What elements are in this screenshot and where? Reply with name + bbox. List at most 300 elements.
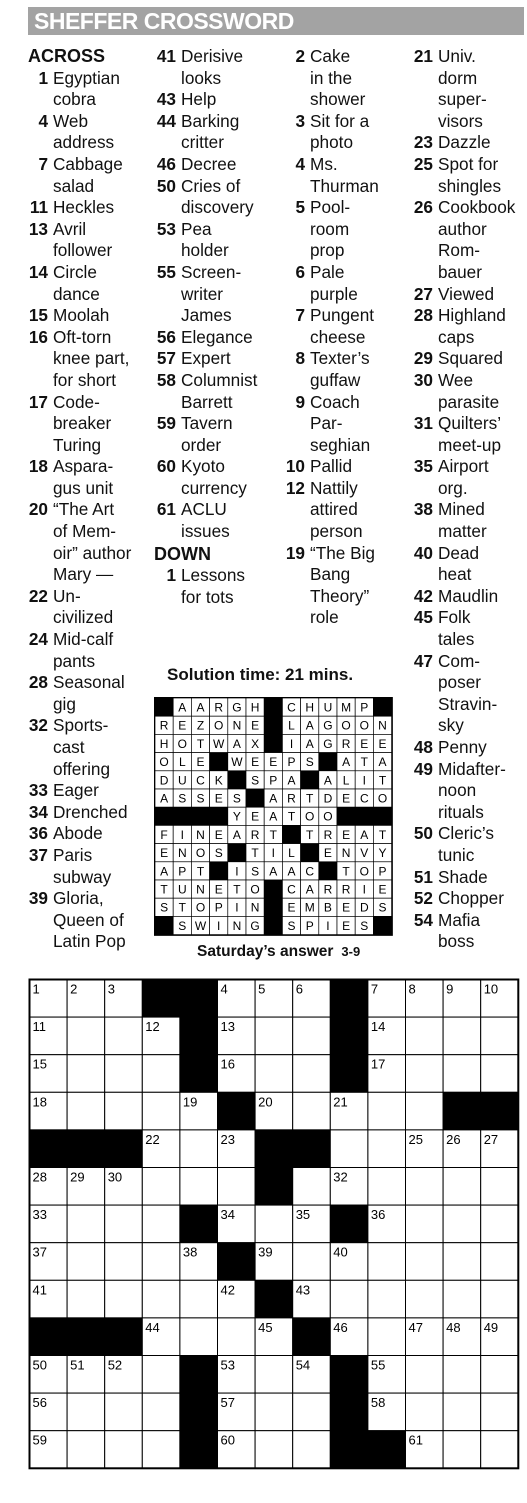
clue-number: 10 (285, 456, 305, 477)
black-square (368, 1431, 406, 1469)
grid-cell[interactable] (293, 1017, 331, 1055)
clue-number: 32 (28, 715, 48, 736)
solution-letter: E (360, 736, 369, 751)
clue-text: Un- civilized (53, 585, 114, 628)
clue-text: Wee parasite (438, 369, 500, 412)
cell-number: 55 (370, 1357, 386, 1373)
clue-across-32 (28, 715, 156, 780)
grid-cell[interactable] (481, 1168, 519, 1206)
cell-number: 42 (220, 1282, 235, 1298)
black-square (330, 980, 368, 1018)
solution-letter: R (250, 827, 260, 842)
solution-letter: T (378, 827, 387, 842)
grid-cell[interactable] (368, 1092, 406, 1130)
solution-letter: I (362, 882, 366, 897)
clue-number: 6 (295, 261, 305, 282)
cell-number: 5 (258, 981, 266, 997)
grid-cell[interactable] (368, 1280, 406, 1318)
across-heading: ACROSS (28, 46, 106, 66)
cell-number: 49 (483, 1319, 499, 1335)
solution-letter: E (214, 882, 223, 897)
solution-letter: E (342, 900, 351, 915)
solution-letter: A (232, 736, 241, 751)
clue-number: 45 (413, 607, 433, 628)
solution-letter: S (178, 918, 187, 933)
solution-letter: A (360, 827, 369, 842)
clue-text: Code- breaker Turing (53, 391, 112, 455)
clue-down-6 (285, 262, 409, 305)
clue-down-3 (285, 111, 409, 154)
solution-letter: G (323, 718, 333, 733)
solution-letter: A (305, 882, 314, 897)
solution-letter: E (196, 755, 205, 770)
grid-cell[interactable] (105, 1393, 143, 1431)
grid-cell[interactable] (105, 1243, 143, 1281)
clue-number: 4 (295, 153, 305, 174)
grid-cell[interactable] (105, 1092, 143, 1130)
cell-number: 1 (32, 981, 40, 997)
down-heading: DOWN (154, 543, 211, 564)
grid-cell[interactable] (406, 1055, 444, 1093)
clue-text: Oft-torn knee part, for short (53, 326, 130, 390)
cell-number: 56 (32, 1395, 47, 1411)
grid-cell[interactable] (105, 1280, 143, 1318)
grid-cell[interactable] (142, 1393, 180, 1431)
solution-black-square (264, 880, 282, 898)
clue-across-55 (154, 262, 284, 327)
black-square (180, 1055, 218, 1093)
clue-number: 59 (156, 413, 176, 434)
grid-cell[interactable] (443, 1168, 481, 1206)
grid-cell[interactable] (67, 1017, 105, 1055)
solution-letter: O (305, 809, 315, 824)
clue-across-11 (28, 197, 156, 219)
cell-number: 17 (370, 1056, 386, 1072)
clue-across-22 (28, 586, 156, 629)
solution-letter: U (323, 700, 333, 715)
clue-text: Dead heat (438, 542, 480, 585)
grid-cell[interactable] (443, 1431, 481, 1469)
solution-letter: G (250, 918, 260, 933)
solution-black-square (373, 916, 391, 934)
solution-letter: N (378, 718, 387, 733)
cell-number: 29 (70, 1169, 85, 1185)
grid-cell[interactable] (481, 1393, 519, 1431)
grid-cell[interactable] (255, 1356, 293, 1394)
solution-letter: C (287, 700, 296, 715)
clue-down-25 (408, 154, 527, 197)
solution-letter: O (359, 718, 369, 733)
grid-cell[interactable] (255, 1393, 293, 1431)
grid-cell[interactable] (406, 1356, 444, 1394)
clue-across-60 (154, 456, 284, 499)
grid-cell[interactable] (481, 1205, 519, 1243)
cell-number: 30 (107, 1169, 123, 1185)
solution-letter: X (251, 736, 260, 751)
clue-text: Pool- room prop (310, 197, 351, 261)
solution-letter: I (235, 900, 239, 915)
solution-letter: T (178, 900, 186, 915)
grid-cell[interactable] (255, 1055, 293, 1093)
cell-number: 39 (258, 1244, 273, 1260)
clue-number: 33 (28, 780, 48, 801)
solution-letter: E (378, 736, 387, 751)
puzzle-header (28, 7, 524, 35)
solution-letter: I (326, 918, 330, 933)
grid-cell[interactable] (330, 1280, 368, 1318)
cell-number: 46 (333, 1319, 348, 1335)
answer-date: 3-9 (341, 944, 361, 959)
grid-cell[interactable] (293, 1168, 331, 1206)
clue-text: Pea holder (181, 218, 229, 261)
black-square (218, 1243, 256, 1281)
puzzle-title: SHEFFER CROSSWORD (34, 8, 294, 34)
clue-down-40 (408, 543, 527, 586)
grid-cell[interactable] (406, 1017, 444, 1055)
solution-letter: O (159, 755, 169, 770)
cell-number: 36 (370, 1207, 386, 1223)
black-square (30, 1130, 68, 1168)
solution-black-square (210, 807, 228, 825)
solution-letter: L (288, 718, 295, 733)
solution-black-square (264, 716, 282, 734)
clue-text: Quilters’ meet-up (438, 413, 502, 455)
clue-number: 46 (156, 153, 176, 174)
solution-black-square (210, 862, 228, 880)
solution-letter: A (269, 864, 278, 879)
solution-letter: E (251, 809, 260, 824)
grid-cell[interactable] (293, 1243, 331, 1281)
solution-letter: P (178, 864, 187, 879)
clue-across-46 (154, 154, 284, 176)
solution-letter: E (323, 846, 332, 861)
clue-text: Midafter- noon rituals (438, 758, 506, 822)
clue-number: 17 (28, 391, 48, 412)
black-square (67, 1130, 105, 1168)
grid-cell[interactable] (67, 1280, 105, 1318)
clue-text: Gloria, Queen of Latin Pop (53, 888, 126, 952)
solution-letter: R (159, 718, 169, 733)
grid-cell[interactable] (142, 1431, 180, 1469)
clue-text: Tavern order (181, 413, 233, 455)
clue-text: Circle dance (53, 261, 100, 304)
cell-number: 41 (32, 1282, 47, 1298)
solution-letter: T (160, 882, 168, 897)
grid-cell[interactable] (443, 1393, 481, 1431)
grid-cell[interactable] (443, 1205, 481, 1243)
cell-number: 21 (333, 1094, 348, 1110)
solution-letter: L (178, 755, 186, 770)
solution-black-square (191, 807, 209, 825)
clue-across-16 (28, 327, 156, 392)
grid-cell[interactable] (293, 1431, 331, 1469)
grid-cell[interactable] (368, 1130, 406, 1168)
grid-cell[interactable] (330, 1130, 368, 1168)
clue-across-28 (28, 672, 156, 715)
grid-cell[interactable] (67, 1092, 105, 1130)
solution-letter: U (177, 882, 187, 897)
solution-letter: H (159, 736, 169, 751)
clue-across-7 (28, 154, 156, 197)
solution-black-square (264, 698, 282, 716)
cell-number: 9 (446, 981, 454, 997)
clue-number: 15 (28, 305, 48, 326)
clue-text: Cleric’s tunic (438, 823, 495, 865)
solution-letter: T (196, 736, 205, 751)
clue-down-9 (285, 392, 409, 457)
solution-letter: O (195, 900, 206, 915)
clue-text: “The Big Bang Theory” role (310, 542, 375, 628)
clue-text: Sports- cast offering (53, 715, 111, 779)
clue-number: 50 (156, 175, 176, 196)
clue-number: 30 (413, 369, 433, 390)
solution-letter: S (196, 791, 205, 806)
grid-cell[interactable] (368, 1243, 406, 1281)
black-square (443, 1092, 481, 1130)
grid-cell[interactable] (443, 1356, 481, 1394)
clue-number: 1 (38, 67, 48, 88)
black-square (180, 1017, 218, 1055)
grid-cell[interactable] (293, 1092, 331, 1130)
cell-number: 25 (408, 1131, 423, 1147)
solution-letter: T (233, 882, 241, 897)
solution-black-square (301, 844, 319, 862)
grid-cell[interactable] (481, 1243, 519, 1281)
solution-letter: L (342, 773, 350, 788)
solution-black-square (301, 771, 319, 789)
cell-number: 52 (107, 1357, 123, 1373)
clue-text: Squared (438, 348, 503, 369)
black-square (330, 1017, 368, 1055)
clue-number: 49 (413, 758, 433, 779)
clue-text: Columnist Barrett (181, 369, 258, 412)
black-square (180, 1205, 218, 1243)
grid-cell[interactable] (180, 1130, 218, 1168)
clue-number: 14 (28, 261, 48, 282)
clue-across-4 (28, 111, 156, 154)
clue-text: Cabbage salad (53, 153, 123, 196)
grid-cell[interactable] (443, 1017, 481, 1055)
solution-letter: N (232, 718, 242, 733)
clue-number: 52 (413, 888, 433, 909)
grid-cell[interactable] (406, 1243, 444, 1281)
solution-letter: E (269, 755, 278, 770)
grid-cell[interactable] (105, 1431, 143, 1469)
grid-cell[interactable] (105, 1055, 143, 1093)
black-square (180, 980, 218, 1018)
clue-number: 36 (28, 823, 48, 844)
clue-text: Seasonal gig (53, 672, 125, 714)
clue-down-23 (408, 132, 527, 154)
grid-cell[interactable] (142, 1356, 180, 1394)
cell-number: 8 (408, 981, 416, 997)
clue-text: Expert (181, 348, 231, 369)
clue-text: Highland caps (438, 305, 506, 347)
grid-cell[interactable] (180, 1168, 218, 1206)
grid-cell[interactable] (180, 1280, 218, 1318)
solution-letter: I (271, 846, 275, 861)
grid-cell[interactable] (67, 1055, 105, 1093)
grid-cell[interactable] (481, 1280, 519, 1318)
clue-text: Pale purple (310, 261, 358, 304)
grid-cell[interactable] (142, 1280, 180, 1318)
grid-cell[interactable] (481, 1356, 519, 1394)
grid-cell[interactable] (406, 1092, 444, 1130)
grid-cell[interactable] (293, 1393, 331, 1431)
grid-cell[interactable] (443, 1055, 481, 1093)
grid-cell[interactable] (218, 1318, 256, 1356)
cell-number: 15 (32, 1056, 47, 1072)
clue-down-49 (408, 759, 527, 824)
clue-number: 25 (413, 153, 433, 174)
solution-letter: A (305, 718, 314, 733)
grid-cell[interactable] (406, 1393, 444, 1431)
clue-down-12 (285, 478, 409, 543)
clue-down-4 (285, 154, 409, 197)
answer-label: Saturday’s answer (197, 943, 334, 960)
black-square (255, 1168, 293, 1206)
solution-letter: T (342, 864, 350, 879)
cell-number: 7 (370, 981, 379, 997)
solution-letter: S (287, 918, 296, 933)
cell-number: 37 (32, 1244, 47, 1260)
cell-number: 47 (408, 1319, 423, 1335)
clue-text: Lessons for tots (181, 565, 246, 607)
solution-letter: N (250, 900, 260, 915)
solution-black-square (210, 753, 228, 771)
clue-number: 55 (156, 261, 176, 282)
cell-number: 13 (220, 1019, 235, 1035)
clue-text: Egyptian cobra (53, 67, 120, 110)
solution-black-square (373, 698, 391, 716)
clue-number: 40 (413, 542, 433, 563)
clue-number: 28 (28, 672, 48, 693)
clue-number: 53 (156, 218, 176, 239)
solution-letter: P (287, 755, 296, 770)
cell-number: 48 (446, 1319, 461, 1335)
solution-letter: E (214, 791, 223, 806)
solution-letter: N (196, 827, 205, 842)
grid-cell[interactable] (67, 1243, 105, 1281)
grid-cell[interactable] (142, 1205, 180, 1243)
grid-cell[interactable] (67, 1431, 105, 1469)
black-square (105, 1318, 143, 1356)
solution-letter: R (341, 736, 351, 751)
solution-black-square (155, 698, 173, 716)
clue-text: Viewed (438, 283, 495, 304)
grid-cell[interactable] (142, 1243, 180, 1281)
grid-cell[interactable] (255, 1205, 293, 1243)
clue-text: Cookbook author Rom- bauer (438, 197, 516, 282)
clue-number: 42 (413, 585, 433, 606)
clue-number: 37 (28, 844, 48, 865)
solution-letter: E (287, 900, 296, 915)
grid-cell[interactable] (443, 1243, 481, 1281)
grid-cell[interactable] (105, 1017, 143, 1055)
clue-number: 23 (413, 132, 433, 153)
clue-across-59 (154, 413, 284, 456)
clue-across-1 (28, 68, 156, 111)
black-square (330, 1205, 368, 1243)
solution-letter: R (287, 791, 296, 806)
clue-down-29 (408, 348, 527, 370)
solution-letter: A (196, 700, 205, 715)
grid-cell[interactable] (406, 1168, 444, 1206)
clue-down-45 (408, 607, 527, 650)
clue-down-35 (408, 456, 527, 499)
grid-cell[interactable] (293, 1055, 331, 1093)
cell-number: 28 (32, 1169, 47, 1185)
solution-letter: I (217, 918, 221, 933)
solution-letter: N (177, 846, 187, 861)
grid-cell[interactable] (67, 1393, 105, 1431)
cell-number: 6 (295, 981, 303, 997)
clue-number: 12 (285, 477, 305, 498)
black-square (67, 1318, 105, 1356)
solution-letter: S (178, 791, 187, 806)
grid-cell[interactable] (67, 1205, 105, 1243)
grid-cell[interactable] (368, 1168, 406, 1206)
clue-across-57 (154, 348, 284, 370)
solution-letter: R (214, 700, 224, 715)
clue-text: Eager (53, 780, 99, 801)
clue-across-33 (28, 780, 156, 802)
black-square (180, 1431, 218, 1469)
solution-letter: Y (232, 809, 241, 824)
grid-cell[interactable] (105, 1205, 143, 1243)
clue-number: 4 (38, 110, 48, 131)
solution-letter: O (195, 846, 206, 861)
clue-number: 26 (413, 197, 433, 218)
clue-text: Maudlin (438, 585, 499, 606)
solution-letter: I (362, 773, 366, 788)
clue-number: 56 (156, 326, 176, 347)
clue-number: 31 (413, 413, 433, 434)
clue-across-15 (28, 305, 156, 327)
cell-number: 40 (333, 1244, 348, 1260)
clue-text: Mid-calf pants (53, 629, 114, 671)
grid-cell[interactable] (406, 1205, 444, 1243)
solution-letter: A (287, 864, 296, 879)
solution-letter: T (196, 864, 205, 879)
black-square (330, 1431, 368, 1469)
clue-number: 5 (295, 197, 305, 218)
grid-cell[interactable] (255, 1017, 293, 1055)
grid-cell[interactable] (481, 1431, 519, 1469)
grid-cell[interactable] (142, 1055, 180, 1093)
grid-cell[interactable] (218, 1168, 256, 1206)
clue-down-26 (408, 197, 527, 283)
grid-cell[interactable] (142, 1092, 180, 1130)
grid-cell[interactable] (443, 1280, 481, 1318)
grid-cell[interactable] (481, 1055, 519, 1093)
grid-cell[interactable] (368, 1318, 406, 1356)
cell-number: 44 (145, 1319, 160, 1335)
grid-cell[interactable] (142, 1168, 180, 1206)
clue-down-38 (408, 499, 527, 542)
cell-number: 33 (32, 1207, 47, 1223)
solution-letter: A (269, 809, 278, 824)
cell-number: 12 (145, 1019, 160, 1035)
solution-letter: O (323, 809, 333, 824)
solution-letter: N (341, 846, 351, 861)
cell-number: 38 (182, 1244, 198, 1260)
grid-cell[interactable] (255, 1431, 293, 1469)
grid-cell[interactable] (481, 1017, 519, 1055)
solution-letter: S (305, 755, 314, 770)
grid-cell[interactable] (180, 1318, 218, 1356)
grid-cell[interactable] (406, 1280, 444, 1318)
